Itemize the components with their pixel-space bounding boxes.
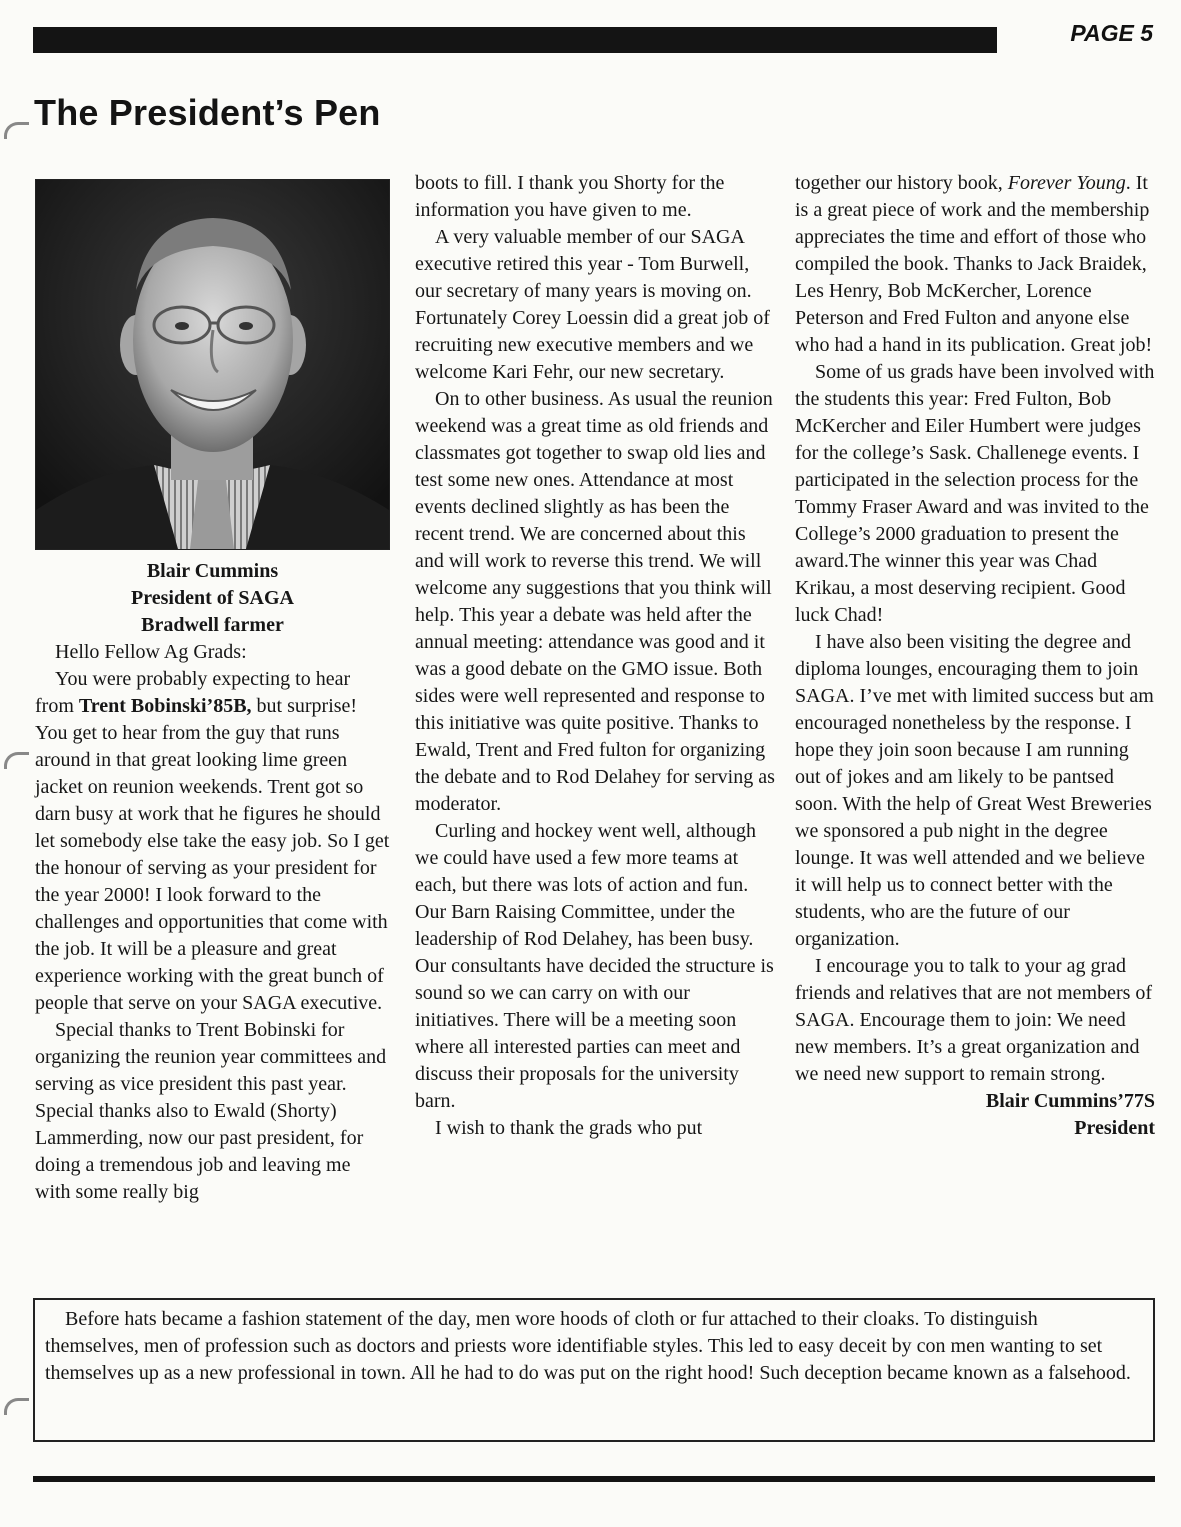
paragraph: I have also been visiting the degree and diploma lounges, encouraging them to join SAGA. I’ve met with limited success but am encouraged nonetheless by the response. I hope they join soon because I am running out of jokes and am likely to be pantsed soon. With the help of Great West Breweries we sponsored a pub night in the degree lounge. It was well attended and we believe it will help us to connect better with the students, who are the future of our organization.: [795, 631, 1154, 950]
page-number: PAGE 5: [1070, 20, 1153, 46]
text-run: but surprise! You get to hear from the guy that runs around in that great looking lime green jacket on reunion weekends. Trent got so darn busy at work that he figures he should let somebody else take the easy job. So I get the honour of serving as your president for the year 2000! I look forward to the challenges and opportunities that come with the job. It will be a pleasure and great experience working with the great bunch of people that serve on your SAGA executive.: [35, 695, 390, 1014]
book-title: Forever Young: [1007, 172, 1126, 194]
president-photo: [35, 179, 390, 550]
text-run: together our history book,: [795, 172, 1008, 194]
bold-name: Trent Bobinski’85B,: [78, 695, 252, 717]
paragraph: I wish to thank the grads who put: [435, 1117, 703, 1139]
greeting: Hello Fellow Ag Grads:: [55, 641, 247, 663]
article-title: The President’s Pen: [34, 92, 381, 133]
caption-role: President of SAGA: [131, 587, 294, 609]
paragraph: [795, 170, 1155, 359]
punch-mark: [4, 122, 29, 139]
trivia-text: Before hats became a fashion statement of the day, men wore hoods of cloth or fur attached to their cloaks. To distinguish themselves, men of profession such as doctors and priests wore identifiable styles. This led to easy deceit by con men wanting to set themselves up as a new professional in town. All he had to do was put on the right hood! Such deception became known as a falsehood.: [45, 1308, 1131, 1384]
paragraph: A very valuable member of our SAGA executive retired this year - Tom Burwell, our secretary of many years is moving on. Fortunately Corey Loessin did a great job of recruiting new executive members and we welcome Kari Fehr, our new secretary.: [415, 226, 770, 383]
caption-occupation: Bradwell farmer: [141, 614, 284, 636]
signature-name: Blair Cummins’77S: [985, 1090, 1155, 1112]
punch-mark: [4, 752, 29, 769]
paragraph: [35, 666, 390, 1017]
paragraph: Special thanks to Trent Bobinski for organizing the reunion year committees and serving as vice president this past year. Special thanks also to Ewald (Shorty) Lammerding, now our past president, for doing a tremendous job and leaving me with some really big: [35, 1019, 387, 1203]
punch-mark: [4, 1398, 29, 1415]
header-rule: [33, 27, 997, 53]
text-run: You were probably expecting to hear from: [35, 668, 351, 717]
paragraph: On to other business. As usual the reunion weekend was a great time as old friends and classmates got together to swap old lies and test some new ones. Attendance at most events declined slightly as has been the recent trend. We are concerned about this and will work to reverse this trend. We will welcome any suggestions that you think will help. This year a debate was held after the annual meeting: attendance was good and it was a good debate on the GMO issue. Both sides were well represented and response to this initiative was quite positive. Thanks to Ewald, Trent and Fred fulton for organizing the debate and to Rod Delahey for serving as moderator.: [415, 388, 775, 815]
article-column-2: [415, 170, 775, 1142]
footer-rule: [33, 1476, 1155, 1482]
paragraph: Curling and hockey went well, although we could have used a few more teams at each, but there was lots of action and fun. Our Barn Raising Committee, under the leadership of Rod Delahey, has been busy. Our consultants have decided the structure is sound so we can carry on with our initiatives. There will be a meeting soon where all interested parties can meet and discuss their proposals for the university barn.: [415, 820, 774, 1112]
article-column-3: [795, 170, 1155, 1142]
paragraph: I encourage you to talk to your ag grad friends and relatives that are not members of SAGA. Encourage them to join: We need new members. It’s a great organization and we need new support to remain strong.: [795, 955, 1153, 1085]
signature-title: President: [1074, 1117, 1155, 1139]
paragraph: boots to fill. I thank you Shorty for the information you have given to me.: [415, 172, 725, 221]
paragraph: Some of us grads have been involved with the students this year: Fred Fulton, Bob McKercher and Eiler Humbert were judges for the college’s Sask. Challenege events. I participated in the selection process for the Tommy Fraser Award and was invited to the College’s 2000 graduation to present the award.The winner this year was Chad Krikau, a most deserving recipient. Good luck Chad!: [795, 361, 1155, 626]
caption-name: Blair Cummins: [146, 560, 279, 582]
text-run: . It is a great piece of work and the membership appreciates the time and effort of those who compiled the book. Thanks to Jack Braidek, Les Henry, Bob McKercher, Lorence Peterson and Fred Fulton and anyone else who had a hand in its publication. Great job!: [795, 172, 1153, 356]
article-column-1: [35, 179, 390, 1206]
trivia-box: [33, 1298, 1155, 1442]
